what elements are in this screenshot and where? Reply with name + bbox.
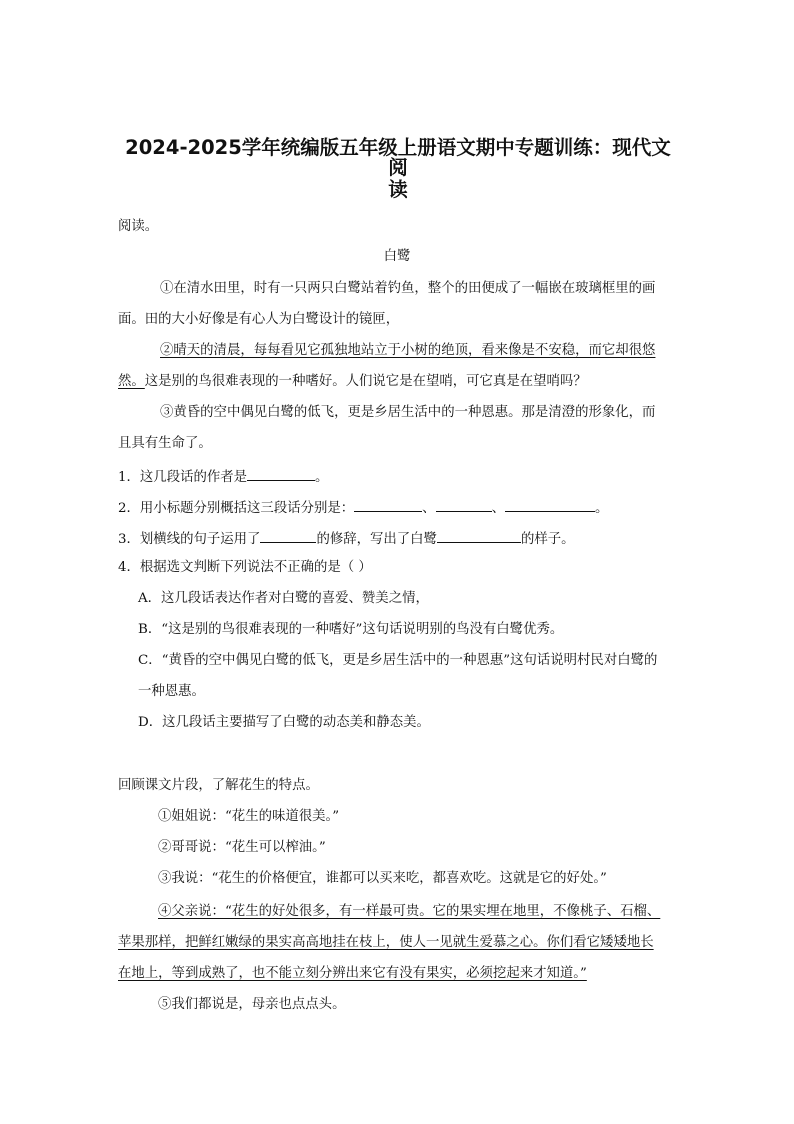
separator: 、 (422, 501, 436, 516)
section-2-instruction: 回顾课文片段，了解花生的特点。 (118, 778, 319, 793)
question-2 (118, 499, 608, 515)
paragraph-2-line-1: ②晴天的清晨，每每看见它孤独地站立于小树的绝顶，看来像是不安稳，而它却很悠 (160, 343, 656, 358)
sentence-5: ⑤我们都说是，母亲也点点头。 (158, 997, 346, 1012)
answer-blank-subtitle-2[interactable] (436, 499, 492, 512)
option-c-line-2: 一种恩惠。 (138, 684, 205, 699)
sentence-3: ③我说：“花生的价格便宜，谁都可以买来吃，都喜欢吃。这就是它的好处。” (158, 871, 607, 886)
question-1-end: 。 (315, 470, 329, 485)
reading-instruction: 阅读。 (118, 219, 159, 234)
underlined-sentence-end: 然。 (118, 374, 145, 389)
separator: 、 (491, 501, 505, 516)
paragraph-1-line-2: 面。田的大小好像是有心人为白鹭设计的镜匣， (118, 312, 400, 327)
sentence-2: ②哥哥说：“花生可以榨油。” (158, 840, 326, 855)
answer-blank-subtitle-3[interactable] (505, 499, 595, 512)
question-1-text: 1．这几段话的作者是 (118, 470, 248, 485)
option-b: B．“这是别的鸟很难表现的一种嗜好”这句话说明别的鸟没有白鹭优秀。 (138, 622, 564, 637)
sentence-1: ①姐姐说：“花生的味道很美。” (158, 809, 340, 824)
question-3-text: 3．划横线的句子运用了 (118, 532, 261, 547)
page-title: 2024-2025学年统编版五年级上册语文期中专题训练：现代文阅 (125, 136, 671, 179)
sentence-4-line-3: 在地上，等到成熟了，也不能立刻分辨出来它有没有果实，必须挖起来才知道。” (118, 966, 587, 981)
page-title-continued: 读 (388, 178, 408, 201)
question-3 (118, 530, 575, 546)
answer-blank-subtitle-1[interactable] (354, 499, 422, 512)
question-4: 4．根据选文判断下列说法不正确的是（ ） (118, 560, 372, 575)
sentence-4-line-2: 苹果那样，把鲜红嫩绿的果实高高地挂在枝上，使人一见就生爱慕之心。你们看它矮矮地长 (118, 935, 654, 950)
passage-title: 白鹭 (383, 249, 411, 264)
question-2-end: 。 (594, 501, 609, 516)
paragraph-3-line-2: 且具有生命了。 (118, 436, 212, 451)
answer-blank-author[interactable] (247, 468, 315, 481)
answer-blank-rhetoric[interactable] (260, 530, 316, 543)
question-2-text: 2．用小标题分别概括这三段话分别是： (118, 501, 355, 516)
question-3-end: 的样子。 (520, 532, 575, 547)
paragraph-2-line-2 (118, 375, 587, 388)
question-1 (118, 468, 328, 484)
paragraph-3-line-1: ③黄昏的空中偶见白鹭的低飞，更是乡居生活中的一种恩惠。那是清澄的形象化，而 (160, 405, 656, 420)
answer-blank-description[interactable] (437, 530, 521, 543)
question-3-middle: 的修辞，写出了白鹭 (316, 532, 437, 547)
paragraph-1-line-1: ①在清水田里，时有一只两只白鹭站着钓鱼，整个的田便成了一幅嵌在玻璃框里的画 (160, 281, 656, 296)
option-a: A．这几段话表达作者对白鹭的喜爱、赞美之情， (138, 591, 429, 606)
paragraph-2-rest: 这是别的鸟很难表现的一种嗜好。人们说它是在望哨，可它真是在望哨吗？ (144, 374, 587, 389)
option-c-line-1: C．“黄昏的空中偶见白鹭的低飞，更是乡居生活中的一种恩惠”这句话说明村民对白鹭的 (138, 653, 658, 668)
sentence-4-line-1: ④父亲说：“花生的好处很多，有一样最可贵。它的果实埋在地里，不像桃子、石榴、 (158, 904, 661, 919)
option-d: D．这几段话主要描写了白鹭的动态美和静态美。 (138, 715, 430, 730)
